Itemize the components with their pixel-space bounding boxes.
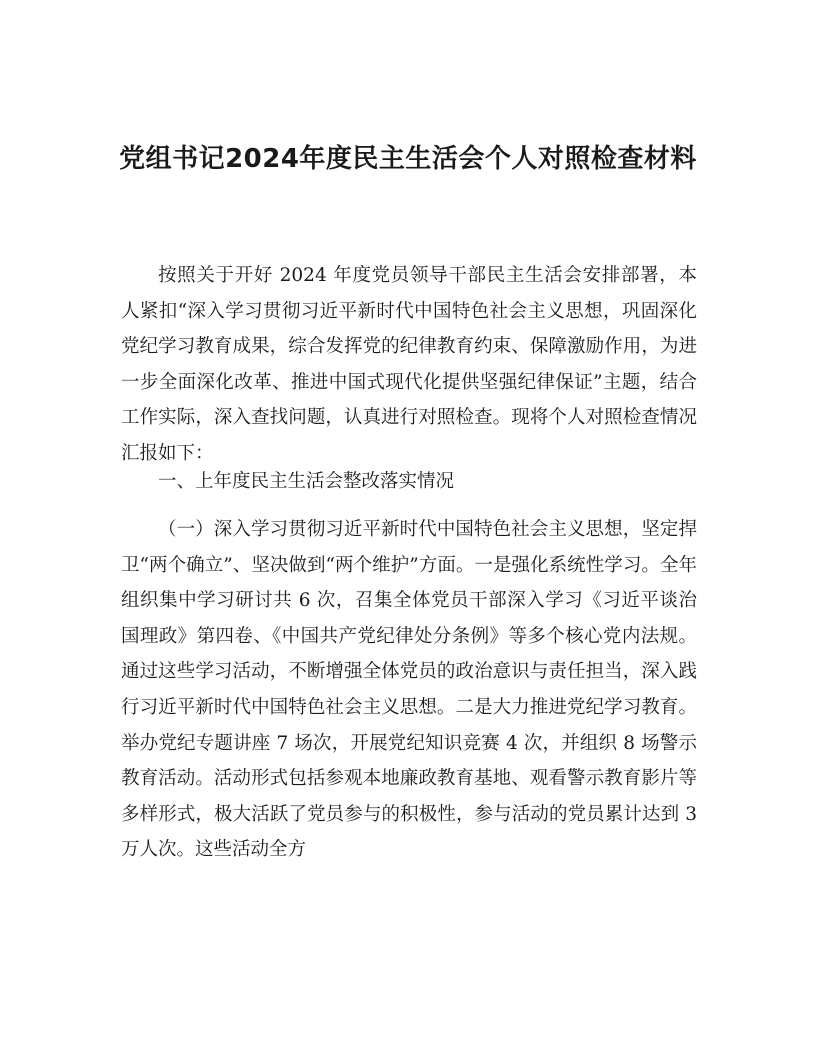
section-heading: 一、上年度民主生活会整改落实情况 (158, 471, 455, 492)
intro-paragraph: 按照关于开好 2024 年度党员领导干部民主生活会安排部署，本人紧扣“深入学习贯彻习近平新时代中国特色社会主义思想，巩固深化党纪学习教育成果，综合发挥党的纪律教育约束、保障激励作用，为进一步全面深化改革、推进中国式现代化提供坚强纪律保证”主题，结合工作实际，深入查找问题，认真进行对照检查。现将个人对照检查情况汇报如下： (121, 265, 697, 464)
subsection-paragraph: （一）深入学习贯彻习近平新时代中国特色社会主义思想，坚定捍卫“两个确立”、坚决做到“两个维护”方面。一是强化系统性学习。全年组织集中学习研讨共 6 次，召集全体党员干部深入学习《习近平谈治国理政》第四卷、《中国共产党纪律处分条例》等多个核心党内法规。通过这些学习活动，不断增强全体党员的政治意识与责任担当，深入践行习近平新时代中国特色社会主义思想。二是大力推进党纪学习教育。举办党纪专题讲座 7 场次，开展党纪知识竞赛 4 次，并组织 8 场警示教育活动。活动形式包括参观本地廉政教育基地、观看警示教育影片等多样形式，极大活跃了党员参与的积极性，参与活动的党员累计达到 3 万人次。这些活动全方 (121, 519, 697, 861)
document-title: 党组书记2024年度民主生活会个人对照检查材料 (119, 144, 697, 174)
